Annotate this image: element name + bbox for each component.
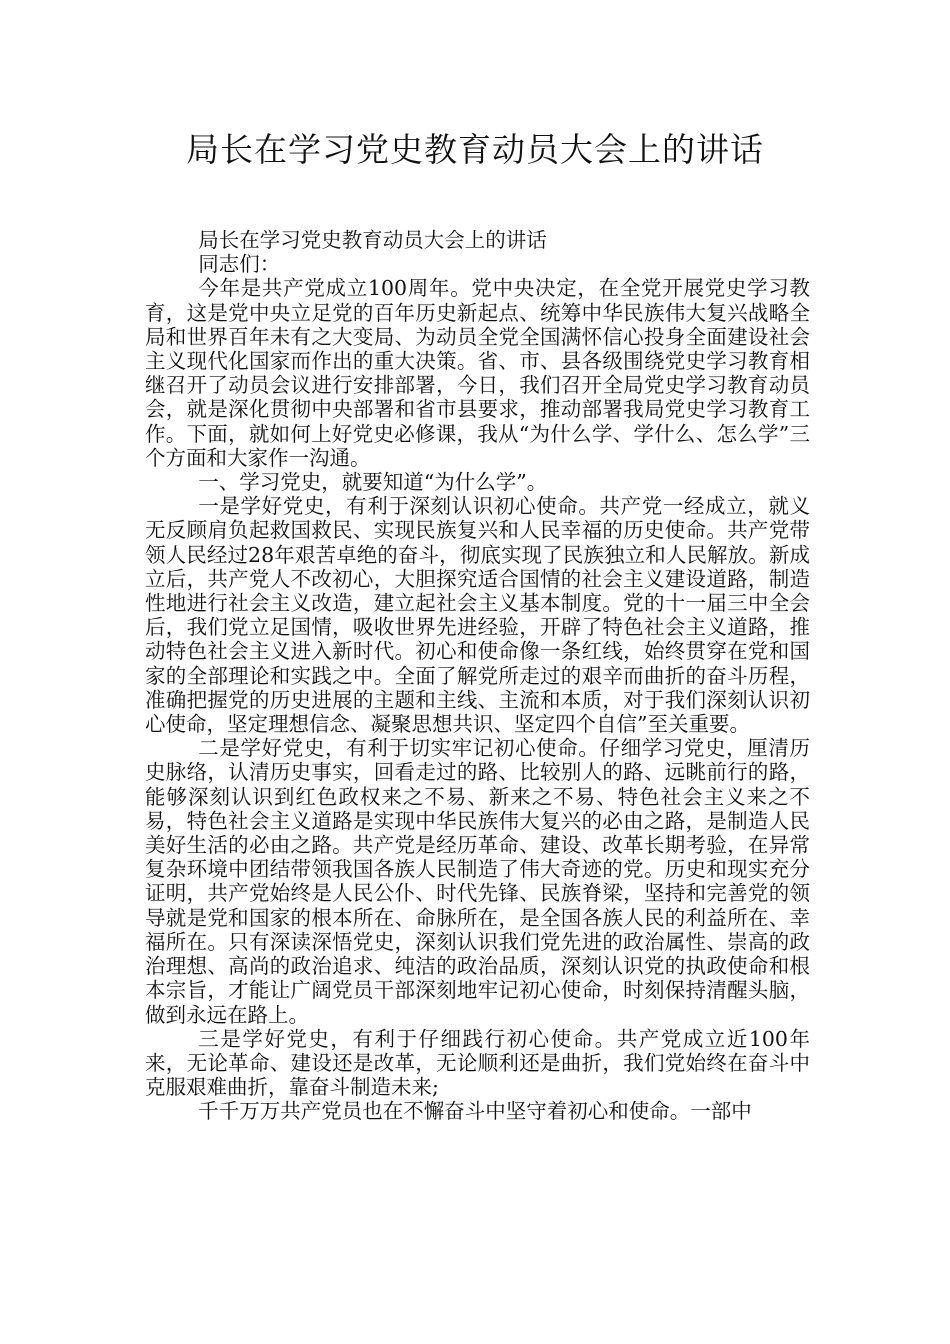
body-paragraph: 三是学好党史，有利于仔细践行初心使命。共产党成立近100年来，无论革命、建设还是改革，无论顺利还是曲折，我们党始终在奋斗中克服艰难曲折，靠奋斗制造未来; (145, 1026, 810, 1100)
body-paragraph: 一是学好党史，有利于深刻认识初心使命。共产党一经成立，就义无反顾肩负起救国救民、实现民族复兴和人民幸福的历史使命。共产党带领人民经过28年艰苦卓绝的奋斗，彻底实现了民族独立和人民解放。新成立后，共产党人不改初心，大胆探究适合国情的社会主义建设道路，制造性地进行社会主义改造，建立起社会主义基本制度。党的十一届三中全会后，我们党立足国情，吸收世界先进经验，开辟了特色社会主义道路，推动特色社会主义进入新时代。初心和使命像一条红线，始终贯穿在党和国家的全部理论和实践之中。全面了解党所走过的艰辛而曲折的奋斗历程，准确把握党的历史进展的主题和主线、主流和本质，对于我们深刻认识初心使命，坚定理想信念、凝聚思想共识、坚定四个自信”至关重要。 (145, 494, 810, 737)
document-body (145, 228, 810, 1124)
body-paragraph: 二是学好党史，有利于切实牢记初心使命。仔细学习党史，厘清历史脉络，认清历史事实，回看走过的路、比较别人的路、远眺前行的路，能够深刻认识到红色政权来之不易、新来之不易、特色社会主义来之不易，特色社会主义道路是实现中华民族伟大复兴的必由之路，是制造人民美好生活的必由之路。共产党是经历革命、建设、改革长期考验，在异常复杂环境中团结带领我国各族人民制造了伟大奇迹的党。历史和现实充分证明，共产党始终是人民公仆、时代先锋、民族脊梁，坚持和完善党的领导就是党和国家的根本所在、命脉所在，是全国各族人民的利益所在、幸福所在。只有深读深悟党史，深刻认识我们党先进的政治属性、崇高的政治理想、高尚的政治追求、纯洁的政治品质，深刻认识党的执政使命和根本宗旨，才能让广阔党员干部深刻地牢记初心使命，时刻保持清醒头脑，做到永远在路上。 (145, 736, 810, 1027)
section-heading: 一、学习党史，就要知道“为什么学”。 (198, 470, 548, 495)
document-title: 局长在学习党史教育动员大会上的讲话 (186, 130, 764, 169)
body-paragraph: 今年是共产党成立100周年。党中央决定，在全党开展党史学习教育，这是党中央立足党的百年历史新起点、统筹中华民族伟大复兴战略全局和世界百年未有之大变局、为动员全党全国满怀信心投身全面建设社会主义现代化国家而作出的重大决策。省、市、县各级围绕党史学习教育相继召开了动员会议进行安排部署，今日，我们召开全局党史学习教育动员会，就是深化贯彻中央部署和省市县要求，推动部署我局党史学习教育工作。下面，就如何上好党史必修课，我从“为什么学、学什么、怎么学”三个方面和大家作一沟通。 (145, 276, 810, 470)
body-paragraph: 局长在学习党史教育动员大会上的讲话 (198, 228, 547, 252)
body-paragraph: 同志们： (198, 252, 281, 277)
body-paragraph: 千千万万共产党员也在不懈奋斗中坚守着初心和使命。一部中 (198, 1099, 752, 1124)
